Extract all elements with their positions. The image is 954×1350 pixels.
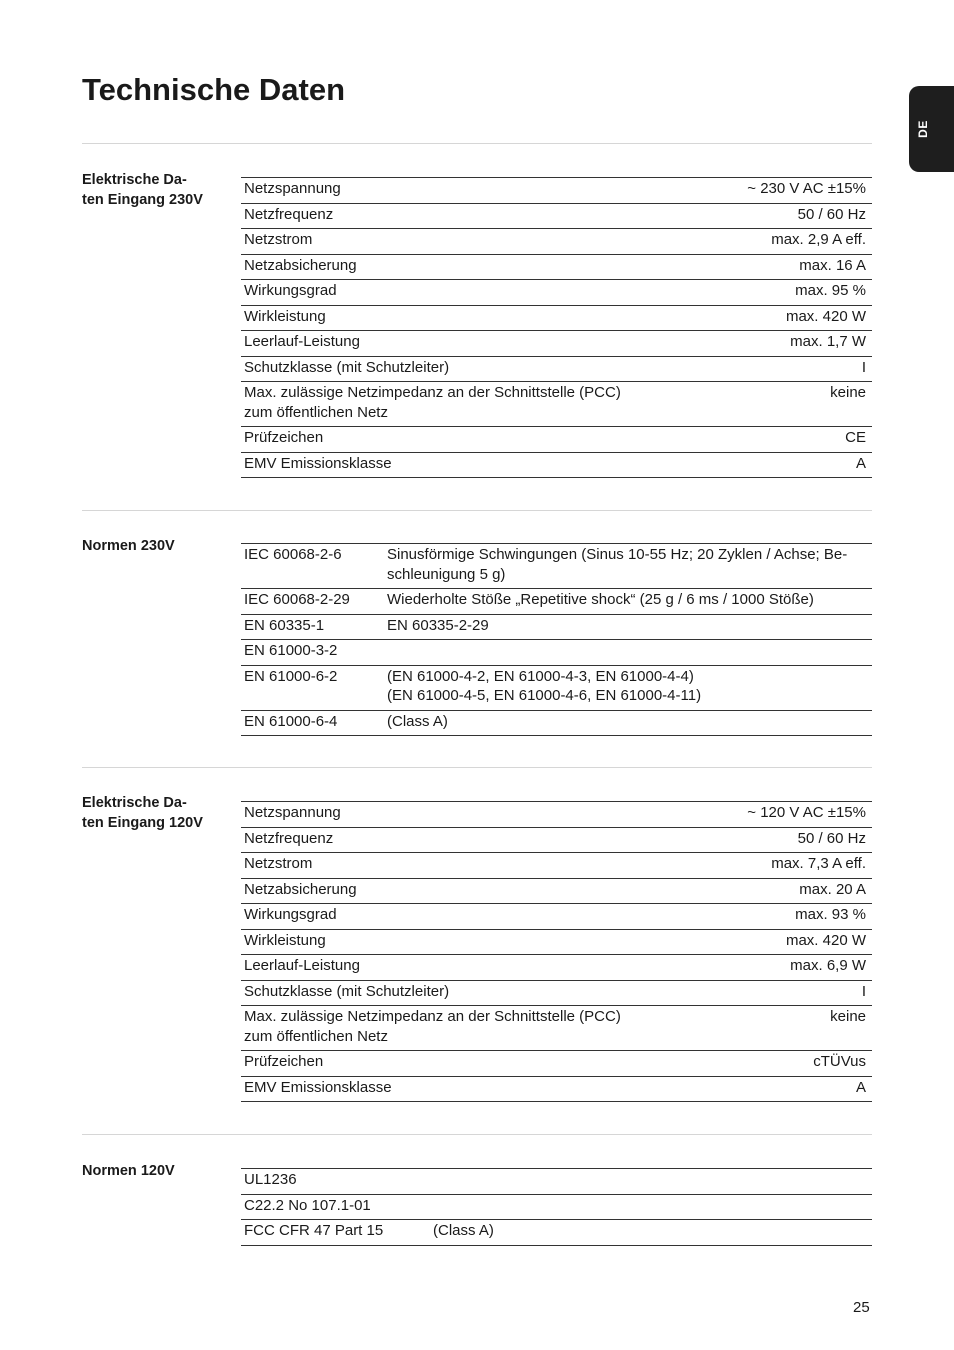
section-label-norm-230v: Normen 230V	[82, 538, 175, 554]
spec-value: keine	[715, 382, 872, 427]
spec-label: Netzfrequenz	[241, 203, 715, 229]
table-row	[241, 178, 872, 204]
standard-description	[430, 1169, 872, 1195]
spec-label: Netzstrom	[241, 229, 715, 255]
table-row	[241, 980, 872, 1006]
spec-value: max. 1,7 W	[715, 331, 872, 357]
spec-label: Netzabsicherung	[241, 254, 715, 280]
table-row	[241, 955, 872, 981]
spec-label: Leerlauf-Leistung	[241, 955, 715, 981]
page-number: 25	[853, 1299, 870, 1316]
table-row	[241, 1169, 872, 1195]
section-divider	[82, 510, 872, 511]
table-row	[241, 331, 872, 357]
table-row	[241, 1076, 872, 1102]
standard-description: (Class A)	[430, 1220, 872, 1246]
spec-value: ~ 120 V AC ±15%	[715, 802, 872, 828]
spec-label: Prüfzeichen	[241, 427, 715, 453]
language-tab	[909, 86, 954, 172]
table-row	[241, 1220, 872, 1246]
spec-value: CE	[715, 427, 872, 453]
table-row	[241, 280, 872, 306]
section-divider	[82, 1134, 872, 1135]
spec-value: max. 7,3 A eff.	[715, 853, 872, 879]
table-row	[241, 544, 872, 589]
spec-value: keine	[715, 1006, 872, 1051]
table-row	[241, 254, 872, 280]
standard-code: EN 60335-1	[241, 614, 384, 640]
spec-label: Wirkungsgrad	[241, 904, 715, 930]
spec-label: Netzstrom	[241, 853, 715, 879]
table-row	[241, 589, 872, 615]
spec-value: max. 420 W	[715, 305, 872, 331]
page-title: Technische Daten	[82, 72, 346, 107]
table-row	[241, 878, 872, 904]
standard-code: UL1236	[241, 1169, 430, 1195]
standard-code: EN 61000-6-4	[241, 710, 384, 736]
spec-label: Schutzklasse (mit Schutzleiter)	[241, 356, 715, 382]
spec-label: Schutzklasse (mit Schutzleiter)	[241, 980, 715, 1006]
spec-value: I	[715, 980, 872, 1006]
table-row	[241, 929, 872, 955]
section-label-elec-120v: Elektrische Da- ten Eingang 120V	[82, 795, 203, 831]
spec-label: Wirkleistung	[241, 305, 715, 331]
spec-value: max. 16 A	[715, 254, 872, 280]
spec-value: A	[715, 1076, 872, 1102]
section-label-norm-120v: Normen 120V	[82, 1163, 175, 1179]
spec-value: max. 6,9 W	[715, 955, 872, 981]
table-row	[241, 356, 872, 382]
spec-label: EMV Emissionsklasse	[241, 1076, 715, 1102]
spec-value: A	[715, 452, 872, 478]
table-row	[241, 305, 872, 331]
spec-value: max. 20 A	[715, 878, 872, 904]
table-row	[241, 853, 872, 879]
table-row	[241, 665, 872, 710]
standards-table-230v	[241, 543, 872, 736]
spec-table-elec-230v	[241, 177, 872, 478]
spec-value: ~ 230 V AC ±15%	[715, 178, 872, 204]
spec-value: max. 2,9 A eff.	[715, 229, 872, 255]
table-row	[241, 710, 872, 736]
table-row	[241, 827, 872, 853]
table-row	[241, 1051, 872, 1077]
spec-value: 50 / 60 Hz	[715, 827, 872, 853]
table-row	[241, 904, 872, 930]
table-row	[241, 452, 872, 478]
spec-label: Leerlauf-Leistung	[241, 331, 715, 357]
table-row	[241, 1006, 872, 1051]
spec-value: max. 93 %	[715, 904, 872, 930]
spec-label: Netzfrequenz	[241, 827, 715, 853]
standard-description	[430, 1194, 872, 1220]
table-row	[241, 802, 872, 828]
spec-label: Netzabsicherung	[241, 878, 715, 904]
table-row	[241, 640, 872, 666]
spec-value: cTÜVus	[715, 1051, 872, 1077]
spec-label: Max. zulässige Netzimpedanz an der Schnittstelle (PCC) zum öffentlichen Netz	[241, 1006, 715, 1051]
language-tab-label: DE	[916, 120, 930, 138]
standard-description: (EN 61000-4-2, EN 61000-4-3, EN 61000-4-4) (EN 61000-4-5, EN 61000-4-6, EN 61000-4-11)	[384, 665, 872, 710]
spec-table-elec-120v	[241, 801, 872, 1102]
standard-code: EN 61000-3-2	[241, 640, 384, 666]
spec-label: EMV Emissionsklasse	[241, 452, 715, 478]
section-label-elec-230v: Elektrische Da- ten Eingang 230V	[82, 172, 203, 208]
section-divider	[82, 767, 872, 768]
table-row	[241, 614, 872, 640]
standard-description: (Class A)	[384, 710, 872, 736]
table-row	[241, 427, 872, 453]
standard-description: EN 60335-2-29	[384, 614, 872, 640]
spec-value: 50 / 60 Hz	[715, 203, 872, 229]
spec-label: Netzspannung	[241, 802, 715, 828]
standard-description: Wiederholte Stöße „Repetitive shock“ (25 g / 6 ms / 1000 Stöße)	[384, 589, 872, 615]
standard-code: EN 61000-6-2	[241, 665, 384, 710]
spec-label: Wirkungsgrad	[241, 280, 715, 306]
spec-label: Max. zulässige Netzimpedanz an der Schnittstelle (PCC) zum öffentlichen Netz	[241, 382, 715, 427]
spec-value: max. 420 W	[715, 929, 872, 955]
standard-code: FCC CFR 47 Part 15	[241, 1220, 430, 1246]
table-row	[241, 1194, 872, 1220]
section-divider	[82, 143, 872, 144]
spec-label: Netzspannung	[241, 178, 715, 204]
spec-value: I	[715, 356, 872, 382]
table-row	[241, 382, 872, 427]
standard-code: IEC 60068-2-29	[241, 589, 384, 615]
spec-value: max. 95 %	[715, 280, 872, 306]
spec-label: Wirkleistung	[241, 929, 715, 955]
spec-label: Prüfzeichen	[241, 1051, 715, 1077]
table-row	[241, 203, 872, 229]
standard-code: C22.2 No 107.1-01	[241, 1194, 430, 1220]
standard-code: IEC 60068-2-6	[241, 544, 384, 589]
standard-description: Sinusförmige Schwingungen (Sinus 10-55 Hz; 20 Zyklen / Achse; Be- schleunigung 5 g)	[384, 544, 872, 589]
table-row	[241, 229, 872, 255]
standards-table-120v	[241, 1168, 872, 1246]
standard-description	[384, 640, 872, 666]
